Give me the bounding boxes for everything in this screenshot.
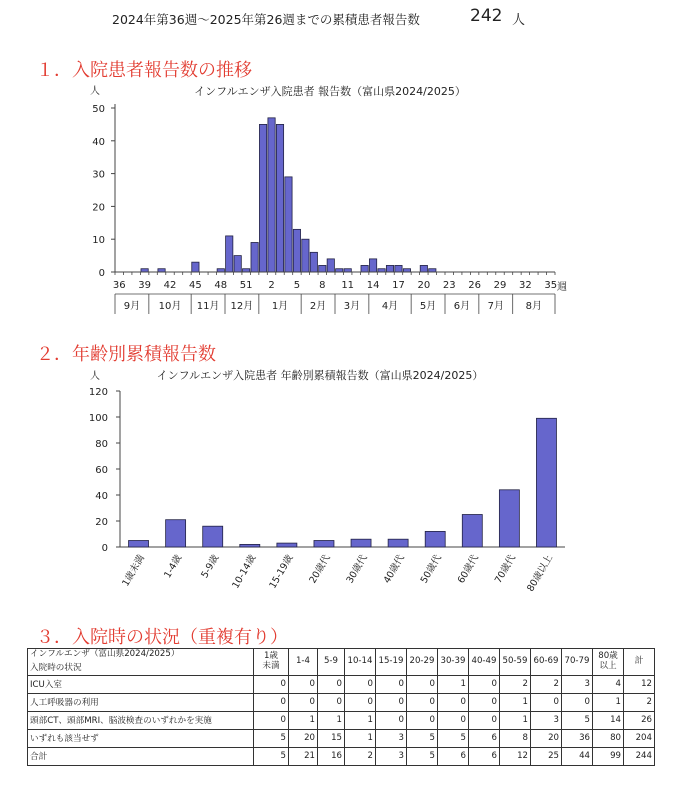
chart2-category-label: 1-4歳 <box>162 553 185 581</box>
table-cell: 5 <box>407 729 438 747</box>
chart1-xtick-label: 26 <box>468 280 481 291</box>
table-cell: 44 <box>562 747 593 765</box>
col-header-line1: 5-9 <box>323 655 339 666</box>
table-cell: 36 <box>562 729 593 747</box>
table-cell: 0 <box>254 711 289 729</box>
chart2-category-label: 50歳代 <box>418 553 444 586</box>
admission-status-table <box>27 648 655 766</box>
chart1-bar-week-3 <box>276 124 283 272</box>
table-cell: 0 <box>376 711 407 729</box>
chart2-category-label: 1歳未満 <box>120 553 148 589</box>
table-cell: 12 <box>624 675 655 693</box>
table-row <box>28 747 655 765</box>
table-cell: 5 <box>254 729 289 747</box>
chart2-bar-4 <box>277 543 297 547</box>
chart1-xtick-label: 5 <box>293 280 301 291</box>
chart1-month-label: 3月 <box>343 301 361 312</box>
table-col-header <box>407 649 438 676</box>
table-cell: 0 <box>407 693 438 711</box>
table-cell: 0 <box>254 675 289 693</box>
chart1-bar-week-45 <box>192 262 199 272</box>
chart1-bar-week-16 <box>386 265 393 272</box>
chart1-bar-week-4 <box>285 177 292 272</box>
table-cell: 14 <box>593 711 624 729</box>
table-cell: 8 <box>500 729 531 747</box>
total-count: 242 <box>470 6 503 26</box>
chart2-ytick-label: 40 <box>95 491 108 502</box>
chart1-xtick-label: 32 <box>519 280 532 291</box>
chart2-bar-5 <box>314 541 334 548</box>
chart1-bar-week-9 <box>327 259 334 272</box>
table-cell: 0 <box>531 693 562 711</box>
chart2-category-label: 80歳以上 <box>525 553 556 594</box>
table-col-header <box>562 649 593 676</box>
chart2-bar-8 <box>425 531 445 547</box>
chart1-bar-week-49 <box>226 236 233 272</box>
chart2-category-label: 15-19歳 <box>267 553 296 591</box>
row-label: 人工呼吸器の利用 <box>28 693 254 711</box>
table-cell: 3 <box>376 747 407 765</box>
table-row <box>28 711 655 729</box>
table-cell: 6 <box>438 747 469 765</box>
table-cell: 0 <box>469 711 500 729</box>
chart1-ytick-label: 0 <box>98 268 105 279</box>
table-cell: 0 <box>469 675 500 693</box>
chart1-bar-week-20 <box>420 265 427 272</box>
col-header-line1: 15-19 <box>378 655 404 666</box>
table-cell: 15 <box>318 729 345 747</box>
col-header-line1: 30-39 <box>440 655 466 666</box>
col-header-line1: 計 <box>634 655 644 666</box>
col-header-line1: 1歳 <box>263 651 279 661</box>
table-corner <box>28 649 254 676</box>
chart2-bar-2 <box>203 526 223 547</box>
table-col-header <box>469 649 500 676</box>
table-cell: 25 <box>531 747 562 765</box>
chart2-ytick-label: 0 <box>101 543 108 554</box>
table-col-header <box>438 649 469 676</box>
table-cell: 6 <box>469 747 500 765</box>
table-cell: 0 <box>289 693 318 711</box>
table-cell: 6 <box>469 729 500 747</box>
table-cell: 16 <box>318 747 345 765</box>
chart1-ytick-label: 50 <box>92 104 105 115</box>
table-col-header <box>624 649 655 676</box>
chart2-bar-0 <box>129 541 149 548</box>
table-cell: 80 <box>593 729 624 747</box>
table-col-header <box>593 649 624 676</box>
chart2-ytick-label: 80 <box>95 439 108 450</box>
row-label: いずれも該当せず <box>28 729 254 747</box>
chart2-bar-3 <box>240 544 260 547</box>
chart2-category-label: 70歳代 <box>492 553 518 586</box>
table-cell: 0 <box>254 693 289 711</box>
table-cell: 2 <box>624 693 655 711</box>
table-cell: 12 <box>500 747 531 765</box>
chart1-ytick-label: 40 <box>92 136 105 148</box>
chart1-xtick-label: 42 <box>163 280 177 291</box>
table-cell: 0 <box>345 675 376 693</box>
table-cell: 1 <box>289 711 318 729</box>
chart1-xtick-label: 29 <box>493 280 507 291</box>
chart1-title: インフルエンザ入院患者 報告数（富山県2024/2025） <box>194 85 466 98</box>
table-header-row <box>28 649 655 676</box>
section-title-age: ２．年齢別累積報告数 <box>36 344 216 365</box>
chart1-ylabel: 人 <box>90 86 100 97</box>
col-header-line1: 60-69 <box>533 655 559 666</box>
chart1-month-label: 1月 <box>271 301 289 312</box>
table-cell: 20 <box>289 729 318 747</box>
chart2-title: インフルエンザ入院患者 年齢別累積報告数（富山県2024/2025） <box>156 369 484 382</box>
total-unit: 人 <box>512 13 526 28</box>
period-label: 2024年第36週〜2025年第26週までの累積患者報告数 <box>112 12 420 27</box>
col-header-line1: 1-4 <box>295 655 311 666</box>
table-cell: 0 <box>376 675 407 693</box>
table-cell: 0 <box>438 711 469 729</box>
chart1-xtick-label: 17 <box>392 280 405 291</box>
chart1-month-label: 8月 <box>525 301 543 312</box>
table-cell: 3 <box>531 711 562 729</box>
chart1-month-label: 2月 <box>309 301 327 312</box>
chart2-bar-11 <box>536 418 556 547</box>
chart1-bar-week-50 <box>234 256 241 272</box>
chart2-bar-6 <box>351 539 371 547</box>
table-cell: 21 <box>289 747 318 765</box>
table-corner-subtitle: 入院時の状況 <box>30 662 82 673</box>
chart1-xtick-label: 23 <box>442 280 456 291</box>
table-cell: 0 <box>345 693 376 711</box>
table-cell: 0 <box>318 693 345 711</box>
section-title-weekly: １．入院患者報告数の推移 <box>36 60 252 81</box>
table-cell: 0 <box>289 675 318 693</box>
chart2-category-label: 60歳代 <box>455 553 481 586</box>
chart1-xtick-label: 39 <box>138 280 151 291</box>
col-header-line1: 50-59 <box>502 655 528 666</box>
table-cell: 0 <box>318 675 345 693</box>
col-header-line1: 70-79 <box>564 655 590 666</box>
chart1-xtick-label: 20 <box>417 280 431 291</box>
weekly-admissions-chart <box>0 80 688 340</box>
table-cell: 0 <box>438 693 469 711</box>
table-cell: 5 <box>562 711 593 729</box>
table-cell: 99 <box>593 747 624 765</box>
table-cell: 4 <box>593 675 624 693</box>
table-col-header <box>318 649 345 676</box>
chart1-xtick-label: 14 <box>366 280 380 291</box>
chart1-month-label: 10月 <box>158 301 182 312</box>
chart2-ylabel: 人 <box>90 371 100 382</box>
chart1-xtick-label: 36 <box>112 280 126 291</box>
table-cell: 0 <box>407 711 438 729</box>
chart1-ytick-label: 30 <box>92 169 105 181</box>
chart1-month-label: 12月 <box>230 301 254 312</box>
table-cell: 244 <box>624 747 655 765</box>
chart2-ytick-label: 120 <box>88 387 108 398</box>
chart1-bar-week-17 <box>395 265 402 272</box>
table-cell: 1 <box>593 693 624 711</box>
chart2-category-label: 5-9歳 <box>199 553 222 581</box>
chart1-xtick-label: 2 <box>268 280 275 291</box>
chart2-category-label: 20歳代 <box>307 553 333 586</box>
col-header-line2: 以上 <box>599 660 617 671</box>
table-corner-title: インフルエンザ（富山県2024/2025） <box>30 649 180 659</box>
table-cell: 1 <box>500 711 531 729</box>
table-cell: 2 <box>345 747 376 765</box>
table-cell: 1 <box>345 729 376 747</box>
table-col-header <box>500 649 531 676</box>
chart1-bar-week-52 <box>251 242 258 272</box>
table-cell: 2 <box>531 675 562 693</box>
chart2-ytick-label: 100 <box>88 413 108 424</box>
chart1-bar-week-14 <box>369 259 376 272</box>
table-cell: 3 <box>562 675 593 693</box>
table-cell: 1 <box>318 711 345 729</box>
chart1-month-label: 6月 <box>453 301 471 312</box>
chart1-xtick-label: 51 <box>239 280 253 291</box>
table-cell: 1 <box>500 693 531 711</box>
chart1-xtick-label: 35 <box>544 280 558 291</box>
row-label: 頭部CT、頭部MRI、脳波検査のいずれかを実施 <box>28 711 254 729</box>
chart2-bar-9 <box>462 515 482 548</box>
table-col-header <box>254 649 289 676</box>
chart2-ytick-label: 60 <box>95 465 108 476</box>
chart1-month-label: 7月 <box>487 301 504 312</box>
chart1-ytick-label: 20 <box>92 202 105 214</box>
chart1-month-label: 9月 <box>123 301 141 312</box>
col-header-line1: 80歳 <box>598 651 618 661</box>
table-row <box>28 729 655 747</box>
chart2-category-label: 30歳代 <box>344 553 370 586</box>
chart1-bar-week-5 <box>293 229 300 272</box>
col-header-line1: 40-49 <box>471 655 497 666</box>
table-cell: 1 <box>345 711 376 729</box>
col-header-line1: 20-29 <box>409 655 435 666</box>
chart1-ytick-label: 10 <box>92 235 105 247</box>
table-cell: 0 <box>376 693 407 711</box>
table-col-header <box>531 649 562 676</box>
age-cumulative-chart <box>0 365 688 625</box>
col-header-line2: 未満 <box>262 660 280 671</box>
chart1-bar-week-1 <box>259 124 266 272</box>
table-row <box>28 675 655 693</box>
row-label: ICU入室 <box>28 675 254 693</box>
table-cell: 0 <box>407 675 438 693</box>
chart1-month-label: 4月 <box>381 301 399 312</box>
table-cell: 0 <box>469 693 500 711</box>
chart1-month-label: 5月 <box>419 301 437 312</box>
table-cell: 5 <box>438 729 469 747</box>
chart1-xtick-label: 11 <box>341 280 355 291</box>
table-cell: 1 <box>438 675 469 693</box>
chart2-bar-10 <box>499 490 519 547</box>
chart1-xlabel: 週 <box>557 282 567 293</box>
table-row <box>28 693 655 711</box>
table-cell: 204 <box>624 729 655 747</box>
chart2-bar-7 <box>388 539 408 547</box>
table-cell: 5 <box>407 747 438 765</box>
row-label: 合計 <box>28 747 254 765</box>
table-cell: 5 <box>254 747 289 765</box>
col-header-line1: 10-14 <box>347 655 373 666</box>
table-cell: 2 <box>500 675 531 693</box>
chart2-category-label: 10-14歳 <box>230 553 259 591</box>
chart1-bar-week-6 <box>302 239 309 272</box>
section-title-status: ３．入院時の状況（重複有り） <box>36 627 288 648</box>
chart1-bar-week-7 <box>310 252 317 272</box>
table-cell: 3 <box>376 729 407 747</box>
chart1-bar-week-2 <box>268 118 275 272</box>
chart2-ytick-label: 20 <box>95 517 108 528</box>
chart1-xtick-label: 8 <box>319 280 326 291</box>
chart1-month-label: 11月 <box>196 301 220 312</box>
chart2-bar-1 <box>166 520 186 547</box>
table-cell: 0 <box>562 693 593 711</box>
table-col-header <box>345 649 376 676</box>
table-col-header <box>376 649 407 676</box>
chart1-xtick-label: 48 <box>214 280 228 291</box>
chart2-category-label: 40歳代 <box>381 553 407 586</box>
chart1-bar-week-8 <box>319 265 326 272</box>
table-col-header <box>289 649 318 676</box>
chart1-xtick-label: 45 <box>189 280 202 291</box>
chart1-bar-week-13 <box>361 265 368 272</box>
table-cell: 26 <box>624 711 655 729</box>
table-cell: 20 <box>531 729 562 747</box>
